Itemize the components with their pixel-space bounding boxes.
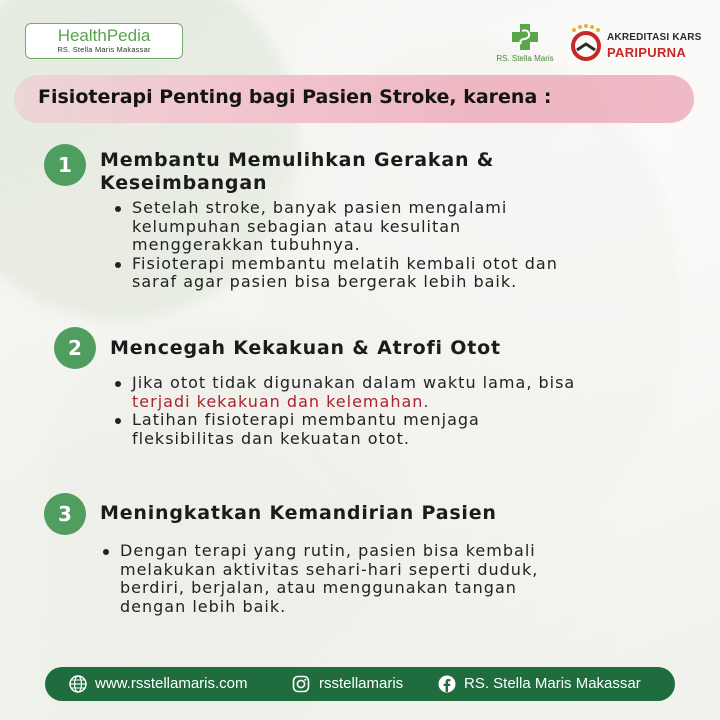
facebook-icon: [438, 675, 456, 693]
bullet-line: Setelah stroke, banyak pasien mengalami: [132, 198, 508, 217]
list-item: [112, 255, 712, 292]
hospital-logo: [490, 22, 560, 63]
brand-part2: Pedia: [106, 26, 151, 45]
bullet-line: menggerakkan tubuhnya.: [132, 235, 361, 254]
kars-accreditation-logo: [567, 24, 707, 64]
highlighted-text: terjadi kekakuan dan kelemahan.: [132, 391, 430, 411]
healthpedia-logo: [25, 23, 183, 59]
list-item: [112, 411, 712, 448]
website-link[interactable]: www.rsstellamaris.com: [95, 675, 248, 692]
bullet-line: fleksibilitas dan kekuatan otot.: [132, 428, 410, 448]
bullet-line: Fisioterapi membantu melatih kembali otot dan: [132, 253, 558, 273]
bullet-line: dengan lebih baik.: [120, 596, 287, 616]
section-3-bullets: [100, 542, 700, 616]
bullet-line: berdiri, berjalan, atau menggunakan tangan: [120, 578, 517, 597]
kars-badge-icon: [567, 24, 605, 64]
list-item: [112, 199, 712, 255]
section-1-bullets: [112, 199, 712, 292]
brand-subtitle: RS. Stella Maris Makassar: [57, 45, 151, 54]
section-title-1-line2: Keseimbangan: [100, 172, 268, 194]
section-number-1: 1: [44, 144, 86, 186]
page-title: Fisioterapi Penting bagi Pasien Stroke, karena :: [38, 86, 552, 108]
section-title-1: [100, 149, 660, 195]
bullet-line: Latihan fisioterapi membantu menjaga: [132, 410, 480, 429]
footer-bar: [45, 667, 675, 701]
kars-level: PARIPURNA: [607, 45, 687, 60]
bullet-line: Dengan terapi yang rutin, pasien bisa kembali: [120, 541, 536, 560]
bullet-line: kelumpuhan sebagian atau kesulitan: [132, 216, 462, 236]
hospital-logo-text: RS. Stella Maris: [496, 54, 554, 63]
globe-icon: [69, 675, 87, 693]
section-title-2: Mencegah Kekakuan & Atrofi Otot: [110, 337, 501, 359]
healthpedia-wordmark: [26, 26, 182, 45]
bullet-line: Jika otot tidak digunakan dalam waktu lama, bisa: [132, 373, 576, 392]
bullet-line: melakukan aktivitas sehari-hari seperti duduk,: [120, 559, 539, 579]
section-2-bullets: [112, 374, 712, 448]
bullet-line: saraf agar pasien bisa bergerak lebih baik.: [132, 272, 518, 291]
kars-title: AKREDITASI KARS: [607, 32, 702, 43]
section-number-3: 3: [44, 493, 86, 535]
hospital-cross-icon: [509, 22, 541, 52]
section-title-3: Meningkatkan Kemandirian Pasien: [100, 502, 497, 524]
section-title-1-line1: Membantu Memulihkan Gerakan &: [100, 149, 495, 171]
list-item: [112, 374, 712, 411]
brand-part1: Health: [57, 26, 107, 45]
facebook-link[interactable]: RS. Stella Maris Makassar: [464, 675, 641, 692]
list-item: [100, 542, 700, 616]
instagram-link[interactable]: rsstellamaris: [319, 675, 404, 692]
instagram-icon: [292, 675, 310, 693]
section-number-2: 2: [54, 327, 96, 369]
